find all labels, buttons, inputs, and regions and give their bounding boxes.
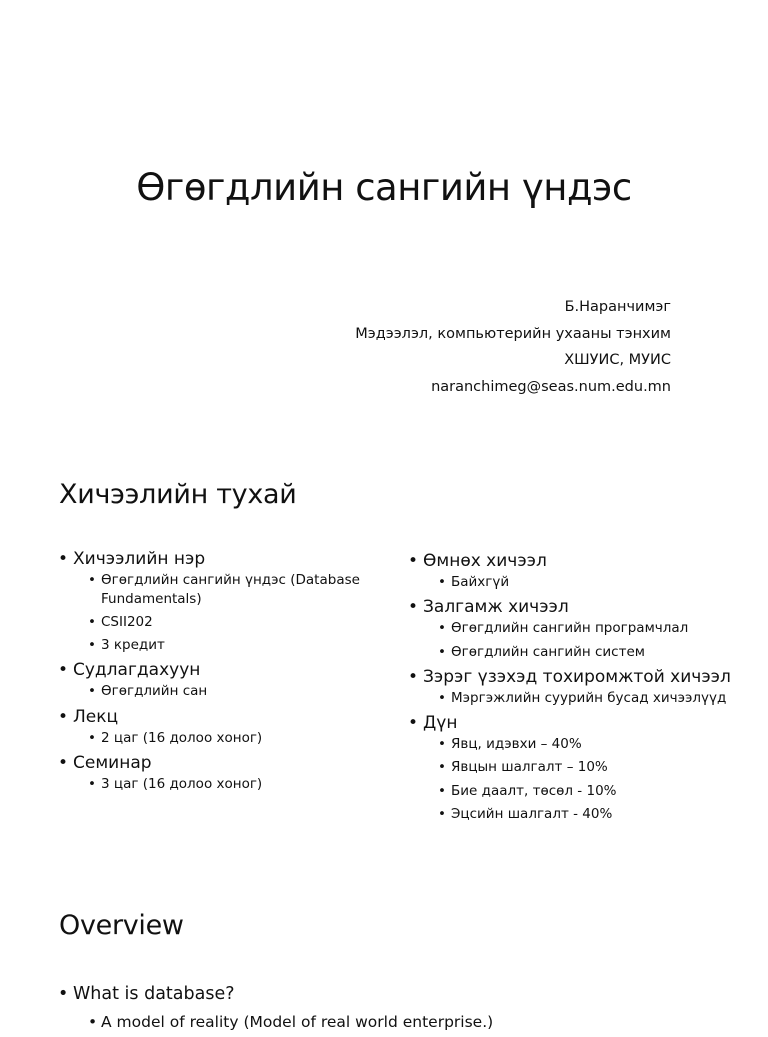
subitem-text: Өгөгдлийн сангийн програмчлал bbox=[451, 620, 689, 637]
bullet-icon: • bbox=[438, 643, 446, 660]
subitem bbox=[73, 571, 398, 608]
subitem-text: Мэргэжлийн суурийн бусад хичээлүүд bbox=[451, 689, 727, 706]
topic-subitems bbox=[423, 689, 758, 708]
bullet-icon: • bbox=[438, 806, 446, 823]
topic-subitems bbox=[73, 775, 398, 794]
overview-title: Overview bbox=[59, 910, 184, 941]
course-topic-item bbox=[58, 659, 398, 701]
author-info bbox=[355, 294, 671, 400]
bullet-icon: • bbox=[88, 776, 96, 792]
topic-label: Лекц bbox=[73, 706, 119, 727]
topic-subitems bbox=[423, 573, 758, 592]
bullet-icon: • bbox=[88, 683, 96, 699]
bullet-icon: • bbox=[408, 713, 419, 734]
topic-label: Зэрэг үзэхэд тохиромжтой хичээл bbox=[423, 666, 731, 687]
course-topic-item bbox=[408, 712, 758, 823]
subitem bbox=[73, 775, 398, 794]
subitem-text: Өгөгдлийн сангийн систем bbox=[451, 643, 645, 660]
subitem-text: 3 цаг (16 долоо хоног) bbox=[101, 776, 263, 792]
bullet-icon: • bbox=[58, 706, 69, 727]
overview-list bbox=[58, 983, 758, 1037]
subitem-text: Бие даалт, төсөл - 10% bbox=[451, 782, 617, 799]
course-topic-item bbox=[58, 752, 398, 794]
bullet-icon: • bbox=[58, 549, 69, 569]
subitem bbox=[73, 682, 398, 701]
subitem bbox=[423, 643, 758, 662]
subitem-text: A model of reality (Model of real world enterprise.) bbox=[101, 1013, 494, 1031]
subitem bbox=[423, 782, 758, 801]
topic-subitems bbox=[423, 735, 758, 823]
overview-subitems bbox=[73, 1013, 758, 1032]
subitem-text: Явц, идэвхи – 40% bbox=[451, 736, 582, 753]
course-topic-item bbox=[408, 596, 758, 661]
subitem bbox=[423, 619, 758, 638]
subitem-text: Өгөгдлийн сангийн үндэс (Database Fundamentals) bbox=[101, 572, 360, 607]
subitem-text: 2 цаг (16 долоо хоног) bbox=[101, 729, 263, 746]
subitem bbox=[423, 805, 758, 824]
course-topic-item bbox=[58, 548, 398, 654]
author-email: naranchimeg@seas.num.edu.mn bbox=[431, 378, 671, 395]
topic-subitems bbox=[73, 729, 398, 748]
presentation-title: Өгөгдлийн сангийн үндэс bbox=[136, 166, 632, 209]
topic-subitems bbox=[73, 682, 398, 701]
subitem-text: CSII202 bbox=[101, 613, 153, 630]
topic-label: Залгамж хичээл bbox=[423, 597, 569, 618]
overview-item-label: What is database? bbox=[73, 984, 235, 1004]
bullet-icon: • bbox=[438, 689, 446, 706]
subitem-text: Өгөгдлийн сан bbox=[101, 683, 208, 699]
author-name: Б.Наранчимэг bbox=[564, 299, 671, 315]
topic-label: Өмнөх хичээл bbox=[423, 551, 547, 571]
topic-subitems bbox=[73, 571, 398, 654]
subitem bbox=[423, 758, 758, 777]
course-info-title: Хичээлийн тухай bbox=[59, 479, 297, 510]
subitem bbox=[73, 613, 398, 632]
bullet-icon: • bbox=[408, 597, 419, 618]
topic-label: Хичээлийн нэр bbox=[73, 549, 206, 569]
subitem-text: Эцсийн шалгалт - 40% bbox=[451, 806, 613, 823]
topic-label: Дүн bbox=[423, 713, 458, 734]
bullet-icon: • bbox=[88, 1013, 98, 1031]
topic-subitems bbox=[423, 619, 758, 661]
topic-label: Семинар bbox=[73, 753, 152, 773]
bullet-icon: • bbox=[88, 729, 96, 746]
bullet-icon: • bbox=[438, 574, 446, 590]
subitem-text: Байхгүй bbox=[451, 574, 510, 590]
bullet-icon: • bbox=[438, 620, 446, 637]
subitem bbox=[73, 636, 398, 655]
subitem-text: 3 кредит bbox=[101, 636, 165, 653]
subitem bbox=[73, 1013, 758, 1032]
bullet-icon: • bbox=[408, 666, 419, 687]
title-slide bbox=[0, 0, 768, 432]
author-department: Мэдээлэл, компьютерийн ухааны тэнхим bbox=[355, 325, 671, 342]
bullet-icon: • bbox=[88, 572, 96, 588]
subitem bbox=[423, 573, 758, 592]
bullet-icon: • bbox=[58, 984, 69, 1004]
course-topic-item bbox=[408, 666, 758, 708]
course-topic-item bbox=[408, 550, 758, 592]
subitem-text: Явцын шалгалт – 10% bbox=[451, 759, 608, 776]
bullet-icon: • bbox=[88, 636, 96, 653]
author-school: ХШУИС, МУИС bbox=[564, 352, 671, 368]
bullet-icon: • bbox=[408, 551, 419, 571]
topic-label: Судлагдахуун bbox=[73, 660, 201, 680]
subitem bbox=[423, 689, 758, 708]
course-info-right-column bbox=[408, 550, 758, 828]
subitem bbox=[73, 729, 398, 748]
bullet-icon: • bbox=[58, 660, 69, 680]
course-info-left-column bbox=[58, 548, 398, 799]
bullet-icon: • bbox=[438, 759, 446, 776]
subitem bbox=[423, 735, 758, 754]
bullet-icon: • bbox=[438, 782, 446, 799]
bullet-icon: • bbox=[438, 736, 446, 753]
course-topic-item bbox=[58, 706, 398, 748]
bullet-icon: • bbox=[58, 753, 69, 773]
bullet-icon: • bbox=[88, 613, 96, 630]
overview-item bbox=[58, 983, 758, 1032]
